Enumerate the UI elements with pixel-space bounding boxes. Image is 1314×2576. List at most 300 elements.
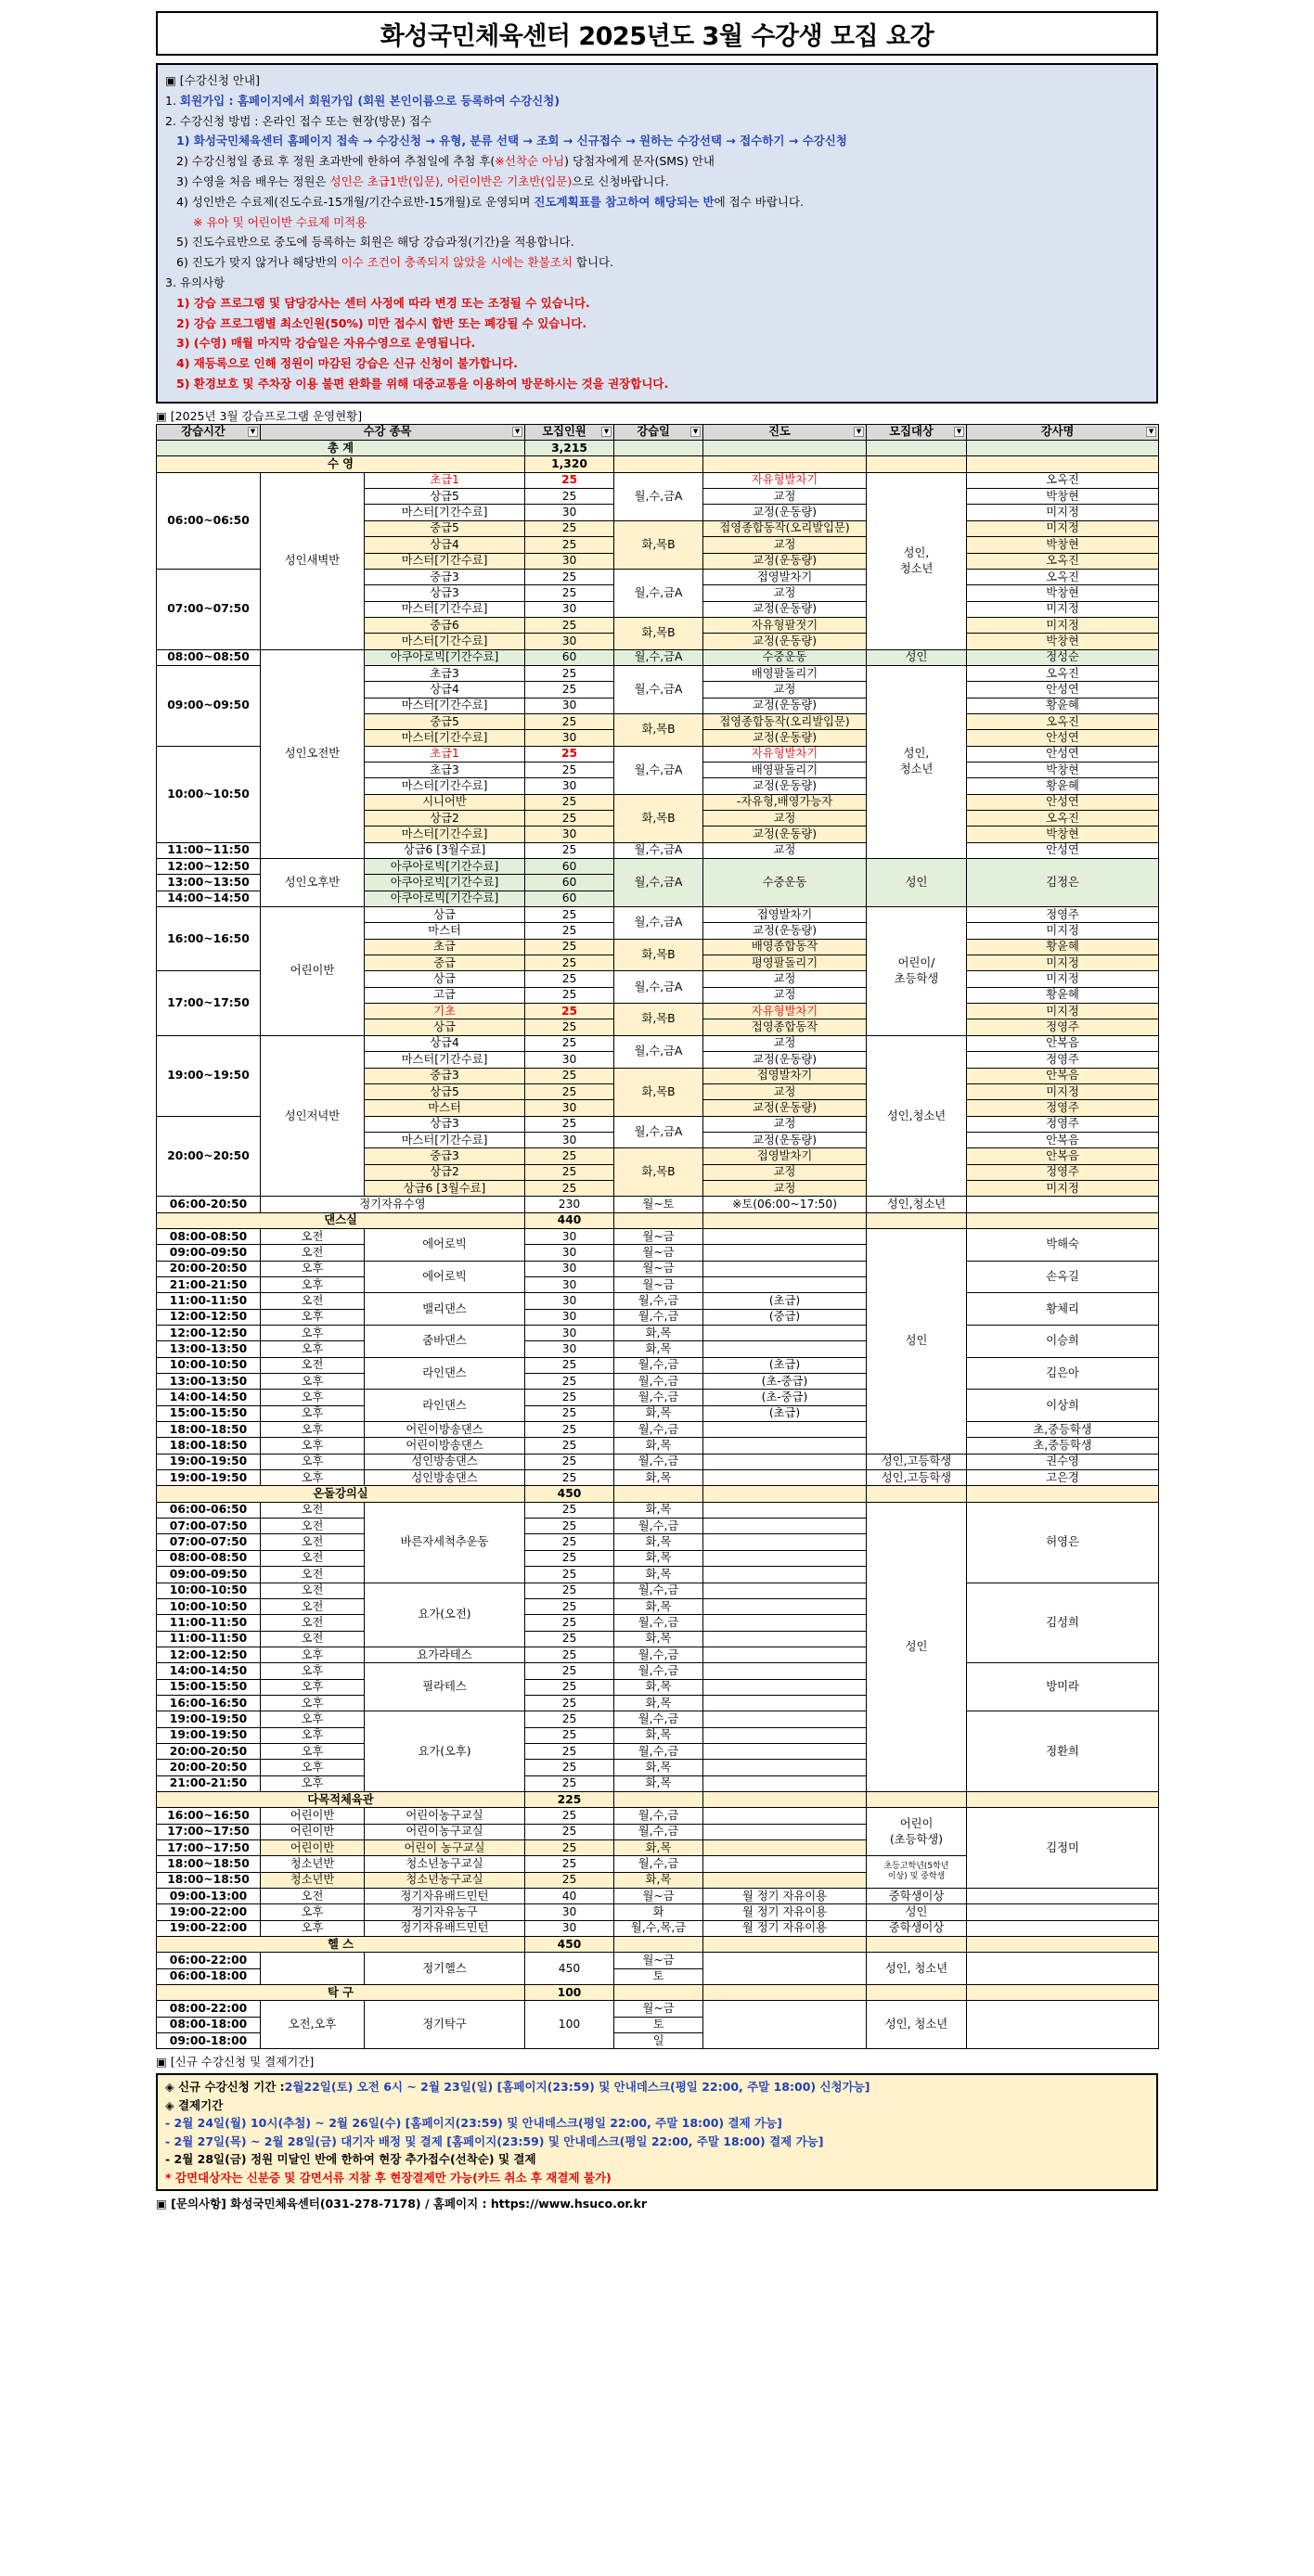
table-cell bbox=[525, 1276, 614, 1292]
table-cell bbox=[703, 1760, 867, 1775]
table-cell bbox=[365, 811, 525, 827]
table-cell bbox=[157, 1953, 261, 1968]
cell-text: 아쿠아로빅[기간수료] bbox=[390, 650, 499, 664]
table-cell bbox=[525, 1390, 614, 1405]
cell-text: 박창현 bbox=[1046, 537, 1079, 551]
table-cell bbox=[261, 1840, 365, 1856]
cell-text: 21:00-21:50 bbox=[169, 1776, 248, 1790]
cell-text: 25 bbox=[561, 1647, 577, 1661]
cell-text: 25 bbox=[561, 988, 577, 1002]
cell-text: 오후 bbox=[301, 1326, 324, 1339]
table-cell bbox=[703, 1519, 867, 1534]
table-cell bbox=[525, 1904, 614, 1920]
cell-text: 12:00~12:50 bbox=[167, 859, 250, 873]
table-cell bbox=[614, 472, 703, 520]
table-cell bbox=[157, 1197, 261, 1212]
notice-text: 3. 유의사항 bbox=[165, 275, 225, 289]
cell-text: 25 bbox=[561, 924, 577, 938]
cell-text: (초급) bbox=[768, 1358, 801, 1372]
table-cell bbox=[365, 489, 525, 505]
cell-text: 450 bbox=[557, 1937, 582, 1951]
cell-text: 화,목 bbox=[645, 1632, 672, 1646]
table-cell bbox=[703, 1019, 867, 1035]
table-cell bbox=[365, 1357, 525, 1390]
column-header[interactable] bbox=[703, 424, 867, 440]
cell-text: 25 bbox=[560, 1004, 578, 1018]
cell-text: 성인오후반 bbox=[284, 876, 341, 890]
cell-text: 시니어반 bbox=[422, 795, 467, 809]
table-cell bbox=[703, 1791, 867, 1807]
cell-text: 25 bbox=[561, 666, 577, 680]
cell-text: 월~금 bbox=[642, 1889, 675, 1903]
cell-text: 13:00-13:50 bbox=[169, 1374, 248, 1388]
table-cell bbox=[525, 1422, 614, 1438]
cell-text: 모집대상 bbox=[889, 425, 934, 439]
table-cell bbox=[703, 1422, 867, 1438]
table-cell bbox=[967, 1004, 1159, 1019]
table-cell bbox=[967, 682, 1159, 698]
table-cell bbox=[365, 634, 525, 649]
cell-text: 박창현 bbox=[1046, 827, 1079, 841]
table-cell bbox=[967, 859, 1159, 907]
table-cell bbox=[967, 1486, 1159, 1502]
cell-text: 정기자유농구 bbox=[411, 1905, 478, 1919]
cell-text: 수 영 bbox=[327, 457, 354, 471]
table-cell bbox=[525, 923, 614, 939]
cell-text: 30 bbox=[561, 827, 577, 841]
table-cell bbox=[703, 1711, 867, 1727]
notice-line bbox=[165, 2169, 1149, 2187]
cell-text: 교정(운동량) bbox=[753, 554, 818, 568]
table-cell bbox=[525, 1937, 614, 1953]
notice-text: 5) 진도수료반으로 중도에 등록하는 회원은 해당 강습과정(기간)을 적용합니다. bbox=[176, 235, 574, 250]
table-cell bbox=[261, 1197, 525, 1212]
cell-text: 07:00-07:50 bbox=[169, 1519, 248, 1532]
column-header[interactable] bbox=[525, 424, 614, 440]
table-cell bbox=[525, 1132, 614, 1147]
table-cell bbox=[967, 1261, 1159, 1293]
notice-text: 으로 신청바랍니다. bbox=[572, 173, 669, 188]
notice-text: 에 접수 바랍니다. bbox=[714, 194, 805, 209]
cell-text: 월,수,금 bbox=[638, 1422, 679, 1436]
table-cell bbox=[703, 794, 867, 810]
cell-text: 김정은 bbox=[1046, 876, 1079, 890]
table-cell bbox=[867, 1953, 967, 1985]
cell-text: 자유형팔젓기 bbox=[751, 618, 818, 632]
cell-text: 마스터[기간수료] bbox=[401, 827, 488, 841]
table-cell bbox=[614, 1261, 703, 1276]
document bbox=[156, 11, 1158, 2211]
table-cell bbox=[525, 713, 614, 729]
cell-text: 오전 bbox=[301, 1535, 324, 1549]
cell-text: 06:00-20:50 bbox=[169, 1197, 248, 1211]
table-row bbox=[157, 2001, 1159, 2017]
table-cell bbox=[703, 1486, 867, 1502]
table-cell bbox=[614, 1840, 703, 1856]
table-cell bbox=[157, 1341, 261, 1357]
cell-text: 오후 bbox=[301, 1310, 324, 1324]
cell-text: 화,목 bbox=[645, 1728, 672, 1742]
table-cell bbox=[525, 1679, 614, 1695]
table-cell bbox=[614, 1985, 703, 2001]
cell-text: 배영종합동작 bbox=[751, 940, 818, 954]
cell-text: 오후 bbox=[301, 1406, 324, 1420]
table-cell bbox=[614, 1534, 703, 1550]
table-cell bbox=[261, 1470, 365, 1486]
cell-text: 화 bbox=[652, 1905, 664, 1919]
table-cell bbox=[614, 1486, 703, 1502]
table-row bbox=[157, 1937, 1159, 1953]
cell-text: 16:00~16:50 bbox=[167, 931, 250, 945]
notice-text: 회원가입 : 홈페이지에서 회원가입 (회원 본인이름으로 등록하여 수강신청) bbox=[179, 93, 560, 108]
cell-text: 월~금 bbox=[642, 1262, 675, 1275]
table-row bbox=[157, 1808, 1159, 1824]
table-cell bbox=[967, 665, 1159, 681]
cell-text: 성인새벽반 bbox=[284, 554, 341, 568]
table-cell bbox=[525, 1953, 614, 1985]
cell-text: 25 bbox=[561, 570, 577, 583]
cell-text: 청소년농구교실 bbox=[406, 1857, 483, 1871]
table-cell bbox=[614, 2001, 703, 2017]
cell-text: 안복음 bbox=[1046, 1036, 1079, 1050]
cell-text: 25 bbox=[561, 1615, 577, 1629]
column-header[interactable] bbox=[867, 424, 967, 440]
table-cell bbox=[261, 1775, 365, 1791]
table-cell bbox=[525, 1228, 614, 1244]
table-cell bbox=[967, 1164, 1159, 1180]
filter-dropdown-icon[interactable]: ▼ bbox=[512, 427, 522, 437]
table-cell bbox=[525, 1357, 614, 1373]
cell-text: 월,수,금 bbox=[638, 1711, 679, 1725]
notice-text: ※선착순 아님 bbox=[495, 154, 565, 169]
table-row bbox=[157, 907, 1159, 923]
cell-text: 25 bbox=[561, 1519, 577, 1532]
filter-dropdown-icon[interactable]: ▼ bbox=[1146, 427, 1156, 437]
table-cell bbox=[365, 682, 525, 698]
table-cell bbox=[703, 713, 867, 729]
cell-text: 30 bbox=[561, 1277, 577, 1291]
table-cell bbox=[703, 730, 867, 746]
filter-dropdown-icon[interactable]: ▼ bbox=[954, 427, 964, 437]
cell-text: 정영주 bbox=[1046, 1117, 1079, 1131]
cell-text: 화,목 bbox=[645, 1873, 672, 1887]
cell-text: 배영팔돌리기 bbox=[751, 666, 818, 680]
cell-text: 오전 bbox=[301, 1583, 324, 1597]
table-cell bbox=[525, 1116, 614, 1132]
table-cell bbox=[703, 665, 867, 681]
table-cell bbox=[525, 1760, 614, 1775]
cell-text: 토 bbox=[652, 1969, 664, 1983]
table-cell bbox=[525, 955, 614, 971]
cell-text: 성인,청소년 bbox=[886, 1197, 947, 1211]
table-cell bbox=[703, 1197, 867, 1212]
table-cell bbox=[614, 1148, 703, 1197]
cell-text: 손옥길 bbox=[1046, 1269, 1079, 1283]
cell-text: 19:00-22:00 bbox=[169, 1905, 248, 1919]
cell-text: 마스터 bbox=[428, 1100, 461, 1114]
cell-text: 안복음 bbox=[1046, 1148, 1079, 1162]
table-cell bbox=[703, 907, 867, 923]
table-cell bbox=[365, 1663, 525, 1711]
cell-text: 09:00-13:00 bbox=[169, 1889, 248, 1903]
cell-text: 08:00-18:00 bbox=[169, 2018, 248, 2031]
table-cell bbox=[261, 1374, 365, 1390]
table-cell bbox=[261, 859, 365, 907]
table-cell bbox=[614, 939, 703, 971]
table-cell bbox=[157, 1840, 261, 1856]
cell-text: 상급2 bbox=[430, 1165, 459, 1179]
table-cell bbox=[867, 1212, 967, 1228]
cell-text: 화,목B bbox=[641, 811, 676, 825]
cell-text: 17:00~17:50 bbox=[167, 1825, 250, 1839]
cell-text: 이상희 bbox=[1046, 1398, 1079, 1412]
table-cell bbox=[967, 553, 1159, 569]
table-cell bbox=[967, 971, 1159, 987]
cell-text: 성인 bbox=[905, 650, 928, 664]
cell-text: 이승희 bbox=[1046, 1334, 1079, 1348]
notice-line bbox=[165, 273, 1149, 293]
cell-text: 오후 bbox=[301, 1262, 324, 1275]
table-row bbox=[157, 1390, 1159, 1405]
table-cell bbox=[525, 1438, 614, 1454]
notice-line bbox=[165, 2114, 1149, 2133]
table-cell bbox=[967, 842, 1159, 858]
table-cell bbox=[703, 955, 867, 971]
cell-text: 화,목 bbox=[645, 1776, 672, 1790]
cell-text: 정기자유배드민턴 bbox=[400, 1889, 489, 1903]
cell-text: 07:00-07:50 bbox=[169, 1535, 248, 1549]
cell-text: 25 bbox=[561, 1840, 577, 1854]
cell-text: 07:00~07:50 bbox=[167, 602, 250, 616]
table-cell bbox=[157, 1598, 261, 1614]
table-cell bbox=[365, 505, 525, 520]
cell-text: 성인방송댄스 bbox=[411, 1470, 478, 1484]
table-cell bbox=[703, 1405, 867, 1421]
table-cell bbox=[614, 1663, 703, 1679]
cell-text: 월,수,금 bbox=[638, 1615, 679, 1629]
cell-text: 월~금 bbox=[642, 1277, 675, 1291]
table-cell bbox=[365, 649, 525, 665]
cell-text: 아쿠아로빅[기간수료] bbox=[390, 876, 499, 890]
table-cell bbox=[365, 1261, 525, 1293]
table-cell bbox=[525, 1470, 614, 1486]
cell-text: 상급3 bbox=[430, 585, 459, 599]
table-cell bbox=[261, 1631, 365, 1647]
table-cell bbox=[703, 1534, 867, 1550]
table-row bbox=[157, 1920, 1159, 1936]
table-cell bbox=[261, 1824, 365, 1839]
table-cell bbox=[967, 811, 1159, 827]
cell-text: 1,320 bbox=[551, 457, 587, 471]
table-cell bbox=[867, 1486, 967, 1502]
cell-text: 화,목B bbox=[641, 626, 676, 640]
cell-text: 어린이/ 초등학생 bbox=[894, 955, 939, 985]
table-cell bbox=[525, 617, 614, 633]
table-cell bbox=[967, 569, 1159, 584]
cell-text: 상급5 bbox=[430, 1084, 459, 1098]
cell-text: 마스터[기간수료] bbox=[401, 634, 488, 647]
table-cell bbox=[525, 1083, 614, 1099]
table-cell bbox=[703, 1567, 867, 1583]
program-schedule-table bbox=[156, 424, 1159, 2050]
table-cell bbox=[614, 1791, 703, 1807]
cell-text: 30 bbox=[561, 1262, 577, 1275]
cell-text: 10:00-10:50 bbox=[169, 1583, 248, 1597]
table-cell bbox=[525, 1631, 614, 1647]
cell-text: 초급 bbox=[433, 940, 456, 954]
table-cell bbox=[365, 1856, 525, 1872]
cell-text: 09:00-09:50 bbox=[169, 1567, 248, 1581]
cell-text: 성인오전반 bbox=[284, 747, 341, 761]
table-cell bbox=[365, 1808, 525, 1824]
table-cell bbox=[967, 1889, 1159, 1904]
cell-text: 화,목B bbox=[641, 1165, 676, 1179]
column-header[interactable] bbox=[261, 424, 525, 440]
table-cell bbox=[614, 1357, 703, 1373]
cell-text: 60 bbox=[561, 650, 577, 664]
cell-text: 마스터[기간수료] bbox=[401, 778, 488, 792]
cell-text: 모집인원 bbox=[542, 425, 586, 439]
table-cell bbox=[703, 1438, 867, 1454]
cell-text: 225 bbox=[557, 1792, 582, 1806]
cell-text: 정영주 bbox=[1046, 1100, 1079, 1114]
cell-text: 교정(운동량) bbox=[753, 506, 818, 519]
table-cell bbox=[261, 1920, 365, 1936]
cell-text: 오전 bbox=[301, 1503, 324, 1517]
table-cell bbox=[525, 762, 614, 777]
table-row bbox=[157, 1663, 1159, 1679]
cell-text: 접영종합동작 bbox=[751, 1020, 818, 1034]
table-cell bbox=[365, 971, 525, 987]
table-cell bbox=[703, 1904, 867, 1920]
table-cell bbox=[157, 1775, 261, 1791]
filter-dropdown-icon[interactable]: ▼ bbox=[854, 427, 864, 437]
table-row bbox=[157, 424, 1159, 440]
cell-text: 25 bbox=[561, 1599, 577, 1613]
table-cell bbox=[614, 1341, 703, 1357]
table-cell bbox=[967, 1920, 1159, 1936]
table-cell bbox=[614, 794, 703, 842]
cell-text: 어린이농구교실 bbox=[406, 1825, 483, 1839]
table-cell bbox=[365, 1116, 525, 1132]
table-row bbox=[157, 1438, 1159, 1454]
table-cell bbox=[614, 2033, 703, 2049]
cell-text: 19:00-19:50 bbox=[169, 1728, 248, 1742]
table-cell bbox=[525, 1647, 614, 1662]
filter-dropdown-icon[interactable]: ▼ bbox=[690, 427, 701, 437]
table-cell bbox=[157, 875, 261, 891]
table-cell bbox=[614, 842, 703, 858]
table-cell bbox=[365, 891, 525, 906]
filter-dropdown-icon[interactable]: ▼ bbox=[601, 427, 612, 437]
table-cell bbox=[614, 1390, 703, 1405]
cell-text: 오옥진 bbox=[1046, 714, 1079, 728]
table-cell bbox=[703, 1631, 867, 1647]
table-cell bbox=[261, 649, 365, 858]
cell-text: 어린이반 bbox=[290, 1840, 335, 1854]
table-cell bbox=[867, 1937, 967, 1953]
cell-text: 안복음 bbox=[1046, 1133, 1079, 1147]
table-cell bbox=[525, 1985, 614, 2001]
table-cell bbox=[967, 987, 1159, 1003]
table-cell bbox=[525, 827, 614, 842]
table-cell bbox=[967, 1422, 1159, 1438]
table-row bbox=[157, 1791, 1159, 1807]
cell-text: 오전 bbox=[301, 1229, 324, 1243]
table-cell bbox=[261, 1679, 365, 1695]
cell-text: 25 bbox=[561, 940, 577, 954]
cell-text: 10:00~10:50 bbox=[167, 787, 250, 801]
table-cell bbox=[365, 1326, 525, 1358]
cell-text: 25 bbox=[561, 1873, 577, 1887]
table-row bbox=[157, 1953, 1159, 1968]
notice-line bbox=[165, 2133, 1149, 2151]
table-cell bbox=[703, 1212, 867, 1228]
cell-text: 월,수,금 bbox=[638, 1310, 679, 1324]
filter-dropdown-icon[interactable]: ▼ bbox=[248, 427, 258, 437]
table-cell bbox=[365, 794, 525, 810]
table-cell bbox=[525, 1309, 614, 1325]
cell-text: 정성순 bbox=[1046, 650, 1079, 664]
table-cell bbox=[525, 1261, 614, 1276]
table-cell bbox=[867, 859, 967, 907]
table-cell bbox=[967, 1212, 1159, 1228]
cell-text: 30 bbox=[561, 554, 577, 568]
table-cell bbox=[157, 1968, 261, 1984]
table-cell bbox=[365, 875, 525, 891]
notice-line bbox=[165, 293, 1149, 314]
cell-text: 월,수,금A bbox=[634, 585, 683, 599]
table-cell bbox=[157, 1679, 261, 1695]
table-cell bbox=[703, 1245, 867, 1261]
table-cell bbox=[703, 1390, 867, 1405]
cell-text: 안성연 bbox=[1046, 730, 1079, 744]
table-cell bbox=[525, 1775, 614, 1791]
table-cell bbox=[614, 1824, 703, 1839]
cell-text: 상급 bbox=[433, 1020, 456, 1034]
column-header[interactable] bbox=[614, 424, 703, 440]
cell-text: 15:00-15:50 bbox=[169, 1406, 248, 1420]
table-cell bbox=[157, 441, 525, 456]
table-cell bbox=[365, 1019, 525, 1035]
table-cell bbox=[703, 1083, 867, 1099]
cell-text: 14:00~14:50 bbox=[167, 891, 250, 905]
cell-text: 교정(운동량) bbox=[753, 698, 818, 712]
cell-text: 30 bbox=[561, 1052, 577, 1066]
cell-text: 08:00~08:50 bbox=[167, 650, 250, 664]
cell-text: 25 bbox=[561, 1422, 577, 1436]
table-cell bbox=[157, 1422, 261, 1438]
cell-text: 30 bbox=[561, 1921, 577, 1935]
cell-text: 성인, 청소년 bbox=[884, 2018, 948, 2031]
cell-text: 청소년반 bbox=[290, 1857, 335, 1871]
cell-text: 헬 스 bbox=[327, 1937, 354, 1951]
column-header[interactable] bbox=[157, 424, 261, 440]
contact-footer: ▣ [문의사항] 화성국민체육센터(031-278-7178) / 홈페이지 : https://www.hsuco.or.kr bbox=[156, 2197, 648, 2211]
payment-section-title: ▣ [신규 수강신청 및 결제기간] bbox=[156, 2055, 315, 2070]
table-cell bbox=[967, 939, 1159, 955]
cell-text: 20:00-20:50 bbox=[169, 1760, 248, 1774]
cell-text: 안성연 bbox=[1046, 682, 1079, 696]
cell-text: 상급 bbox=[433, 907, 456, 921]
notice-line bbox=[165, 172, 1149, 192]
cell-text: 월,수,금 bbox=[638, 1374, 679, 1388]
table-cell bbox=[365, 1100, 525, 1116]
table-cell bbox=[525, 1100, 614, 1116]
table-cell bbox=[365, 1502, 525, 1583]
column-header[interactable] bbox=[967, 424, 1159, 440]
table-cell bbox=[365, 1068, 525, 1083]
